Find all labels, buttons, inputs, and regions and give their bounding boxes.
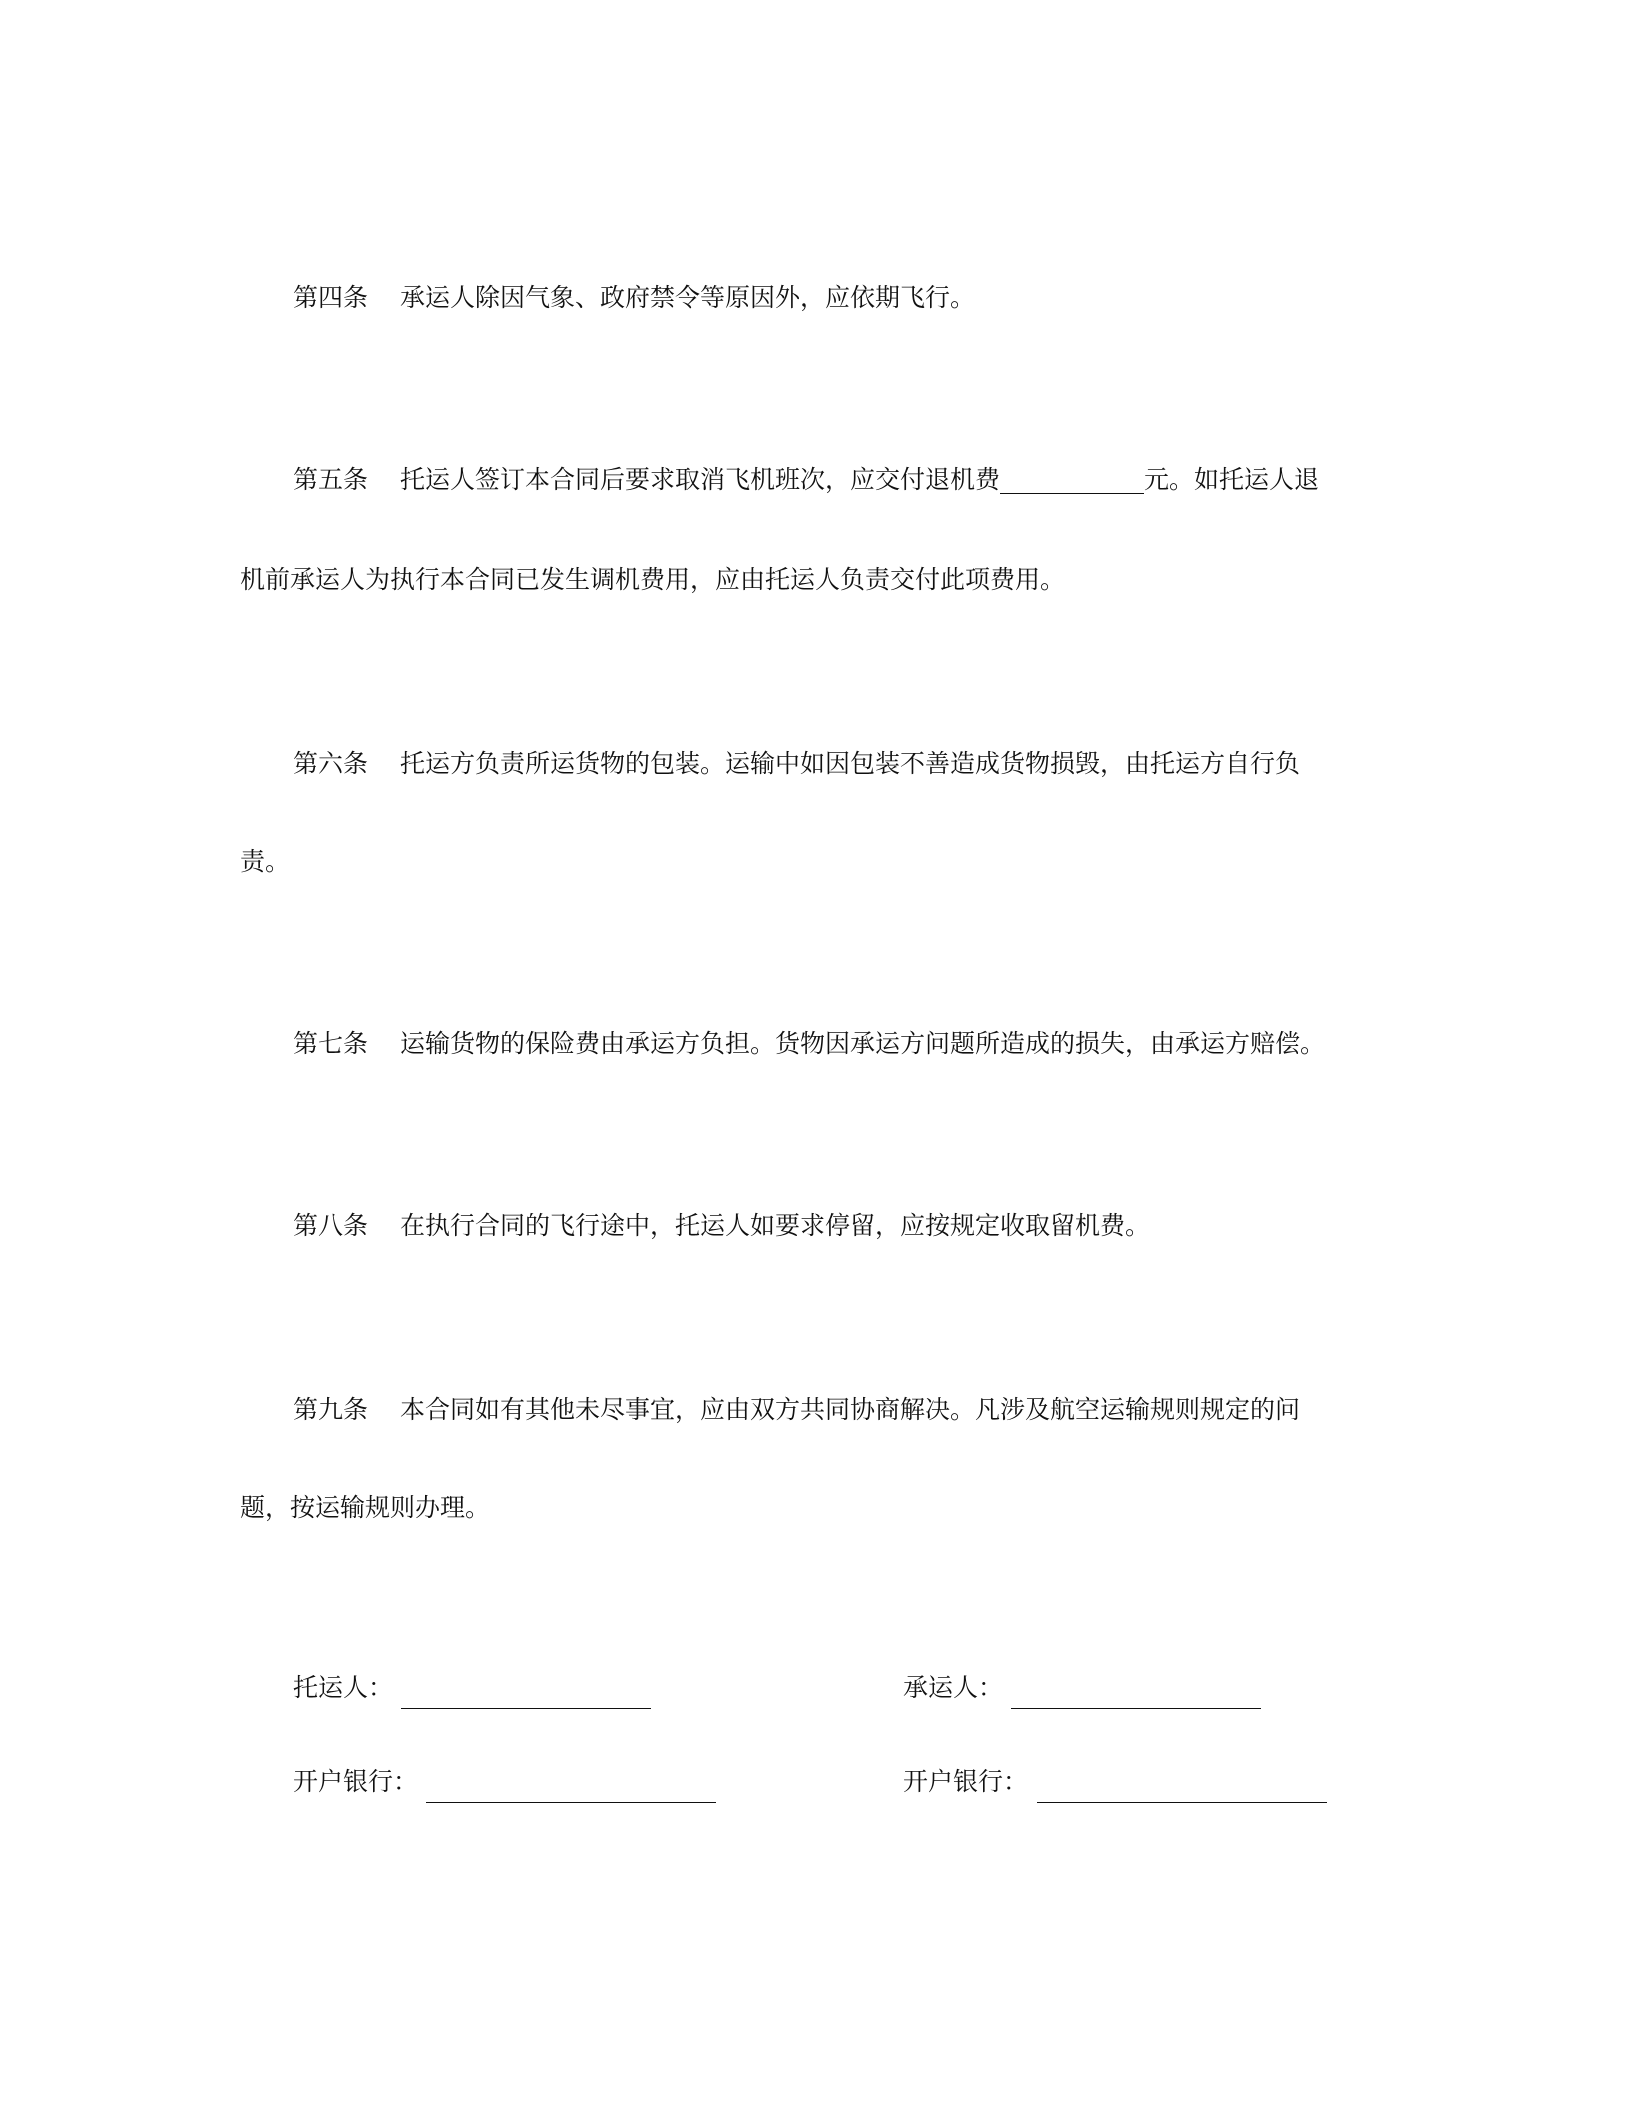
article-7-number: 第七条	[293, 1029, 369, 1058]
article-9-continuation: 题，按运输规则办理。	[240, 1493, 491, 1522]
carrier-signature	[903, 1670, 1003, 1706]
shipper-signature-field[interactable]	[401, 1680, 651, 1709]
article-6	[293, 746, 1300, 782]
shipper-signature	[293, 1670, 393, 1706]
article-5-number: 第五条	[293, 465, 369, 494]
article-7-text: 运输货物的保险费由承运方负担。货物因承运方问题所造成的损失，由承运方赔偿。	[400, 1029, 1326, 1058]
shipper-bank-field[interactable]	[426, 1774, 716, 1803]
shipper-bank	[293, 1764, 418, 1800]
article-6-text: 托运方负责所运货物的包装。运输中如因包装不善造成货物损毁，由托运方自行负	[400, 749, 1301, 778]
refund-fee-blank[interactable]	[1000, 465, 1144, 494]
article-5-continuation: 机前承运人为执行本合同已发生调机费用，应由托运人负责交付此项费用。	[240, 565, 1066, 594]
carrier-bank-field[interactable]	[1037, 1774, 1327, 1803]
shipper-bank-label: 开户银行：	[293, 1767, 419, 1796]
article-6-continuation: 责。	[240, 847, 291, 876]
article-5-text-before-blank: 托运人签订本合同后要求取消飞机班次，应交付退机费	[400, 465, 1001, 494]
article-9-number: 第九条	[293, 1395, 369, 1424]
article-9-text: 本合同如有其他未尽事宜，应由双方共同协商解决。凡涉及航空运输规则规定的问	[400, 1395, 1301, 1424]
article-8-number: 第八条	[293, 1211, 369, 1240]
article-5-text-after-blank: 元。如托运人退	[1144, 465, 1320, 494]
carrier-bank	[903, 1764, 1028, 1800]
article-9	[293, 1392, 1300, 1428]
article-8-text: 在执行合同的飞行途中，托运人如要求停留，应按规定收取留机费。	[400, 1211, 1151, 1240]
article-5	[293, 462, 1319, 498]
shipper-label: 托运人：	[293, 1673, 394, 1702]
article-4	[293, 280, 975, 316]
article-4-text: 承运人除因气象、政府禁令等原因外，应依期飞行。	[400, 283, 976, 312]
article-8	[293, 1208, 1150, 1244]
article-6-number: 第六条	[293, 749, 369, 778]
carrier-bank-label: 开户银行：	[903, 1767, 1029, 1796]
article-7	[293, 1026, 1325, 1062]
carrier-label: 承运人：	[903, 1673, 1004, 1702]
article-4-number: 第四条	[293, 283, 369, 312]
carrier-signature-field[interactable]	[1011, 1680, 1261, 1709]
